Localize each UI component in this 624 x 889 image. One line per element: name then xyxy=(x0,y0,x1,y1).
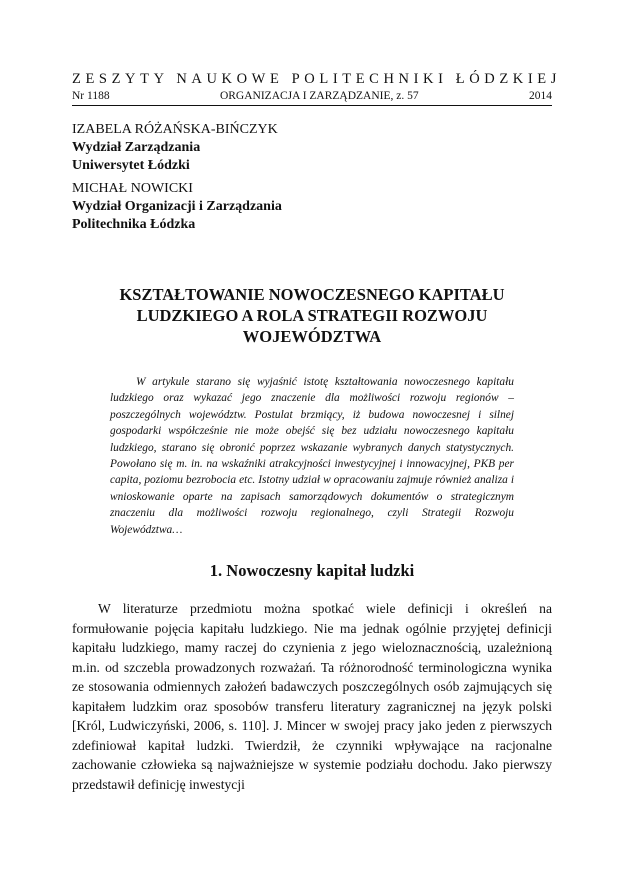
publication-year: 2014 xyxy=(529,90,552,102)
journal-series: ORGANIZACJA I ZARZĄDZANIE, z. 57 xyxy=(219,90,419,102)
author-name: IZABELA RÓŻAŃSKA-BIŃCZYK xyxy=(72,122,278,137)
article-title: KSZTAŁTOWANIE NOWOCZESNEGO KAPITAŁU LUDZKIEGO A ROLA STRATEGII ROZWOJU WOJEWÓDZTWA xyxy=(119,285,505,346)
section-heading: 1. Nowoczesny kapitał ludzki xyxy=(209,561,415,581)
author-name: MICHAŁ NOWICKI xyxy=(72,181,193,196)
issue-number: Nr 1188 xyxy=(72,90,110,102)
author-affiliation-university: Politechnika Łódzka xyxy=(72,217,196,232)
author-affiliation-faculty: Wydział Zarządzania xyxy=(72,140,201,155)
author-affiliation-faculty: Wydział Organizacji i Zarządzania xyxy=(72,199,282,214)
paper-page xyxy=(72,70,562,794)
journal-meta-line xyxy=(72,89,552,106)
body-paragraph: W literaturze przedmiotu można spotkać wiele definicji i określeń na formułowanie pojęcia kapitału ludzkiego. Nie ma jednak ogólnie przyjętej definicji kapitału ludzkiego, mamy raczej do czynienia z jego wieloznacznością, uzależnioną m.in. od szczebla prowadzonych rozważań. Ta różnorodność terminologiczna wynika ze stosowania odmiennych założeń badawczych poszczególnych osób zajmujących się kapitałem ludzkim oraz sposobów transferu literatury zagranicznej na język polski [Król, Ludwiczyński, 2006, s. 110]. J. Mincer w swojej pracy jako jeden z pierwszych zdefiniował kapitał ludzki. Twierdził, że czynniki wpływające na racjonalne zachowanie człowieka są najważniejsze w systemie podziału dochodu. Jako pierwszy przedstawił definicję inwestycji xyxy=(72,601,552,792)
author-block xyxy=(72,120,552,234)
journal-title: ZESZYTY NAUKOWE POLITECHNIKI ŁÓDZKIEJ xyxy=(72,71,562,87)
abstract: W artykule starano się wyjaśnić istotę kształtowania nowoczesnego kapitału ludzkiego oraz wykazać jego znaczenie dla możliwości rozwoju regionów – poszczególnych województw. Postulat brzmiący, iż budowa nowoczesnej i silnej gospodarki współcześnie nie może obejść się bez udziału nowoczesnego kapitału ludzkiego, starano się obronić poprzez wskazanie wybranych danych statystycznych. Powołano się m. in. na wskaźniki atrakcyjności inwestycyjnej i innowacyjnej, PKB per capita, poziomu bezrobocia etc. Istotny udział w opracowaniu zajmuje również analiza i wnioskowanie oparte na zapisach samorządowych dokumentów o strategicznym znaczeniu dla możliwości rozwoju regionalnego, czyli Strategii Rozwoju Województwa… xyxy=(110,376,514,536)
author-2 xyxy=(72,179,552,234)
author-1 xyxy=(72,120,552,175)
author-affiliation-university: Uniwersytet Łódzki xyxy=(72,158,190,173)
